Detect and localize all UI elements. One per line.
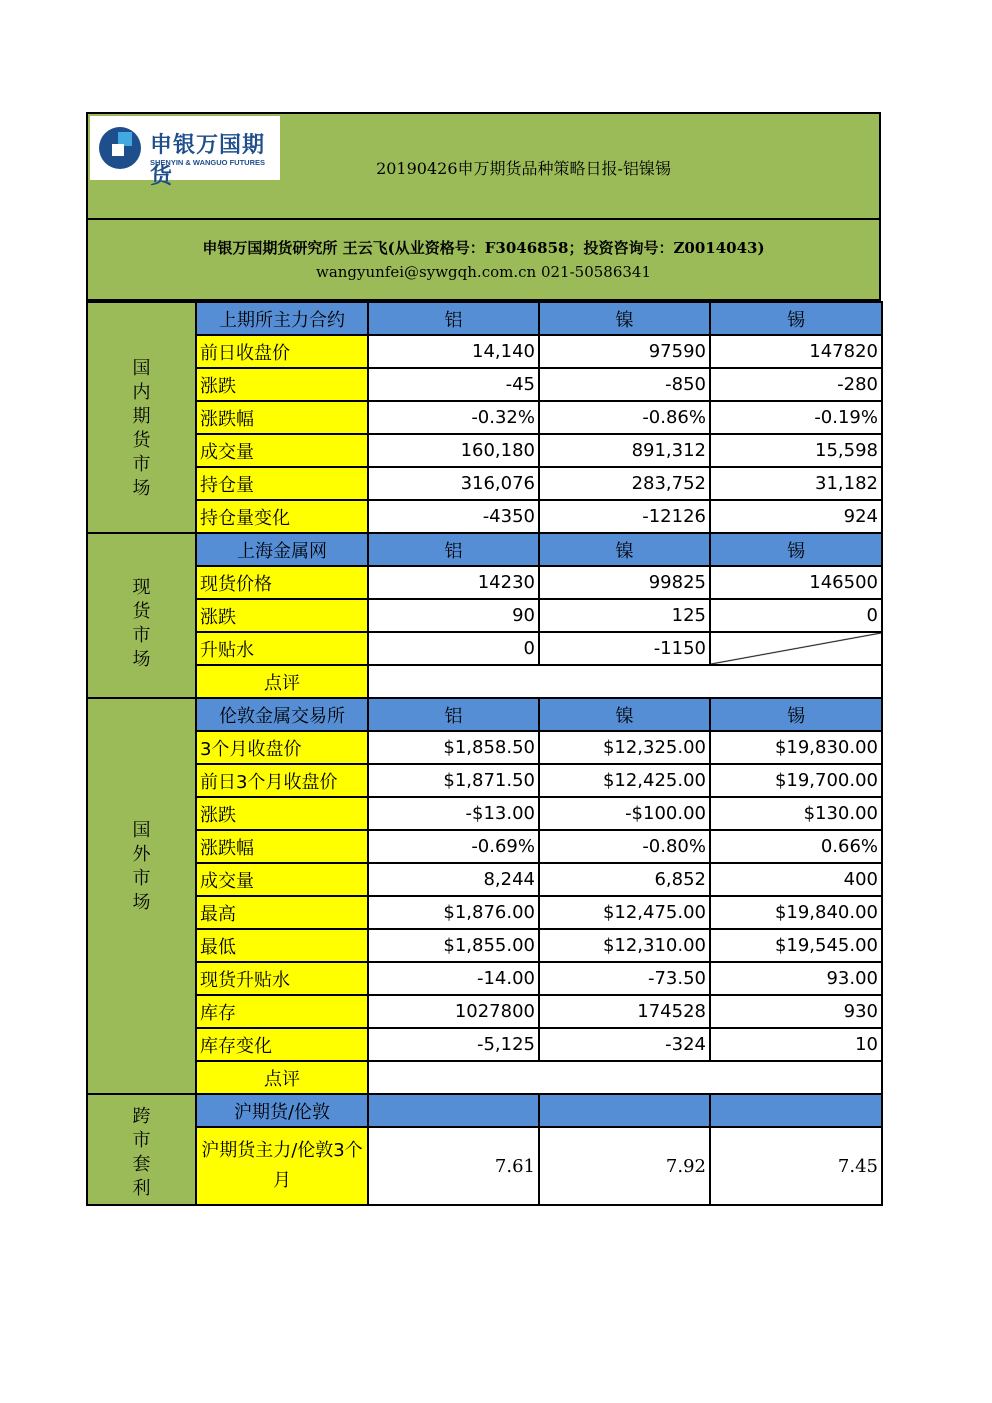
section-arbitrage: 跨市套利	[87, 1094, 196, 1205]
table-cell: -0.86%	[539, 401, 710, 434]
table-cell: 283,752	[539, 467, 710, 500]
table-cell: 7.45	[710, 1127, 882, 1205]
table-cell: 174528	[539, 995, 710, 1028]
table-cell: -45	[368, 368, 539, 401]
table-cell: 146500	[710, 566, 882, 599]
table-cell: $130.00	[710, 797, 882, 830]
table-cell: $1,855.00	[368, 929, 539, 962]
author-info	[86, 220, 881, 301]
table-cell: 147820	[710, 335, 882, 368]
table-row	[87, 929, 882, 962]
row-label: 成交量	[196, 863, 368, 896]
report-header	[86, 112, 881, 220]
table-row	[87, 566, 882, 599]
table-cell: 7.92	[539, 1127, 710, 1205]
row-label: 库存变化	[196, 1028, 368, 1061]
table-cell: 14,140	[368, 335, 539, 368]
table-row	[87, 731, 882, 764]
table-cell: $19,700.00	[710, 764, 882, 797]
column-header: 铝	[368, 698, 539, 731]
row-label: 成交量	[196, 434, 368, 467]
table-cell: 400	[710, 863, 882, 896]
table-row	[87, 1127, 882, 1205]
table-cell: 0	[368, 632, 539, 665]
arb-header-row	[87, 1094, 882, 1127]
table-cell: -4350	[368, 500, 539, 533]
table-cell: $1,858.50	[368, 731, 539, 764]
column-header	[539, 1094, 710, 1127]
row-label: 前日3个月收盘价	[196, 764, 368, 797]
table-row	[87, 830, 882, 863]
table-cell: 160,180	[368, 434, 539, 467]
column-header	[368, 1094, 539, 1127]
logo-english-name: SHENYIN & WANGUO FUTURES	[150, 158, 266, 167]
table-cell: 924	[710, 500, 882, 533]
table-cell: -324	[539, 1028, 710, 1061]
table-cell: -0.69%	[368, 830, 539, 863]
row-label: 3个月收盘价	[196, 731, 368, 764]
table-cell: 8,244	[368, 863, 539, 896]
column-header: 铝	[368, 302, 539, 335]
column-header: 伦敦金属交易所	[196, 698, 368, 731]
table-cell: 6,852	[539, 863, 710, 896]
row-label: 最高	[196, 896, 368, 929]
table-row	[87, 632, 882, 665]
table-row	[87, 401, 882, 434]
column-header: 上海金属网	[196, 533, 368, 566]
table-row	[87, 863, 882, 896]
table-cell: 7.61	[368, 1127, 539, 1205]
table-cell: 14230	[368, 566, 539, 599]
row-label: 涨跌	[196, 368, 368, 401]
table-cell: 99825	[539, 566, 710, 599]
comment-cell	[368, 665, 882, 698]
row-label: 前日收盘价	[196, 335, 368, 368]
table-cell: -850	[539, 368, 710, 401]
table-row	[87, 896, 882, 929]
row-label: 最低	[196, 929, 368, 962]
table-row	[87, 962, 882, 995]
table-cell: 891,312	[539, 434, 710, 467]
domestic-header-row	[87, 302, 882, 335]
row-label: 沪期货主力/伦敦3个月	[196, 1127, 368, 1205]
column-header: 锡	[710, 533, 882, 566]
section-domestic: 国内期货市场	[87, 302, 196, 533]
row-label: 涨跌	[196, 599, 368, 632]
table-cell: $12,325.00	[539, 731, 710, 764]
table-cell: 930	[710, 995, 882, 1028]
column-header: 镍	[539, 302, 710, 335]
report-title: 20190426申万期货品种策略日报-铝镍锡	[376, 159, 671, 178]
table-row	[87, 797, 882, 830]
column-header: 铝	[368, 533, 539, 566]
table-cell: $12,475.00	[539, 896, 710, 929]
table-cell: 0	[710, 599, 882, 632]
table-row	[87, 1028, 882, 1061]
table-cell: $12,310.00	[539, 929, 710, 962]
row-label: 涨跌	[196, 797, 368, 830]
row-label: 升贴水	[196, 632, 368, 665]
table-cell: 93.00	[710, 962, 882, 995]
table-cell: 0.66%	[710, 830, 882, 863]
comment-cell	[368, 1061, 882, 1094]
table-cell: $19,840.00	[710, 896, 882, 929]
comment-label: 点评	[196, 1061, 368, 1094]
row-label: 现货升贴水	[196, 962, 368, 995]
report-sheet	[86, 112, 881, 1206]
table-cell: 316,076	[368, 467, 539, 500]
column-header: 镍	[539, 533, 710, 566]
table-cell: -73.50	[539, 962, 710, 995]
row-label: 涨跌幅	[196, 401, 368, 434]
logo-chinese-name: 申银万国期货	[150, 133, 266, 189]
table-row	[87, 434, 882, 467]
row-label: 持仓量	[196, 467, 368, 500]
comment-row	[87, 665, 882, 698]
table-cell: 10	[710, 1028, 882, 1061]
empty-diagonal-cell	[710, 632, 882, 665]
table-cell: 31,182	[710, 467, 882, 500]
table-cell: 125	[539, 599, 710, 632]
comment-label: 点评	[196, 665, 368, 698]
table-cell: -0.19%	[710, 401, 882, 434]
table-cell: 97590	[539, 335, 710, 368]
table-cell: -280	[710, 368, 882, 401]
table-cell: -$13.00	[368, 797, 539, 830]
table-row	[87, 368, 882, 401]
row-label: 持仓量变化	[196, 500, 368, 533]
table-cell: 1027800	[368, 995, 539, 1028]
table-cell: -0.32%	[368, 401, 539, 434]
column-header: 锡	[710, 302, 882, 335]
table-row	[87, 995, 882, 1028]
table-cell: -14.00	[368, 962, 539, 995]
section-foreign: 国外市场	[87, 698, 196, 1094]
row-label: 现货价格	[196, 566, 368, 599]
foreign-header-row	[87, 698, 882, 731]
table-row	[87, 764, 882, 797]
data-table	[86, 301, 883, 1206]
author-contact: wangyunfei@sywgqh.com.cn 021-50586341	[315, 263, 651, 281]
section-spot: 现货市场	[87, 533, 196, 698]
table-cell: -0.80%	[539, 830, 710, 863]
author-line: 申银万国期货研究所 王云飞(从业资格号：F3046858；投资咨询号：Z0014043)	[202, 239, 765, 257]
table-cell: -5,125	[368, 1028, 539, 1061]
table-row	[87, 599, 882, 632]
spot-header-row	[87, 533, 882, 566]
table-cell: $19,830.00	[710, 731, 882, 764]
table-cell: -12126	[539, 500, 710, 533]
row-label: 涨跌幅	[196, 830, 368, 863]
table-cell: 15,598	[710, 434, 882, 467]
table-cell: 90	[368, 599, 539, 632]
table-row	[87, 500, 882, 533]
comment-row	[87, 1061, 882, 1094]
column-header: 锡	[710, 698, 882, 731]
table-cell: $1,876.00	[368, 896, 539, 929]
column-header: 沪期货/伦敦	[196, 1094, 368, 1127]
column-header: 镍	[539, 698, 710, 731]
column-header	[710, 1094, 882, 1127]
table-row	[87, 467, 882, 500]
table-cell: $1,871.50	[368, 764, 539, 797]
column-header: 上期所主力合约	[196, 302, 368, 335]
table-cell: $12,425.00	[539, 764, 710, 797]
table-row	[87, 335, 882, 368]
table-cell: $19,545.00	[710, 929, 882, 962]
table-cell: -$100.00	[539, 797, 710, 830]
table-cell: -1150	[539, 632, 710, 665]
row-label: 库存	[196, 995, 368, 1028]
